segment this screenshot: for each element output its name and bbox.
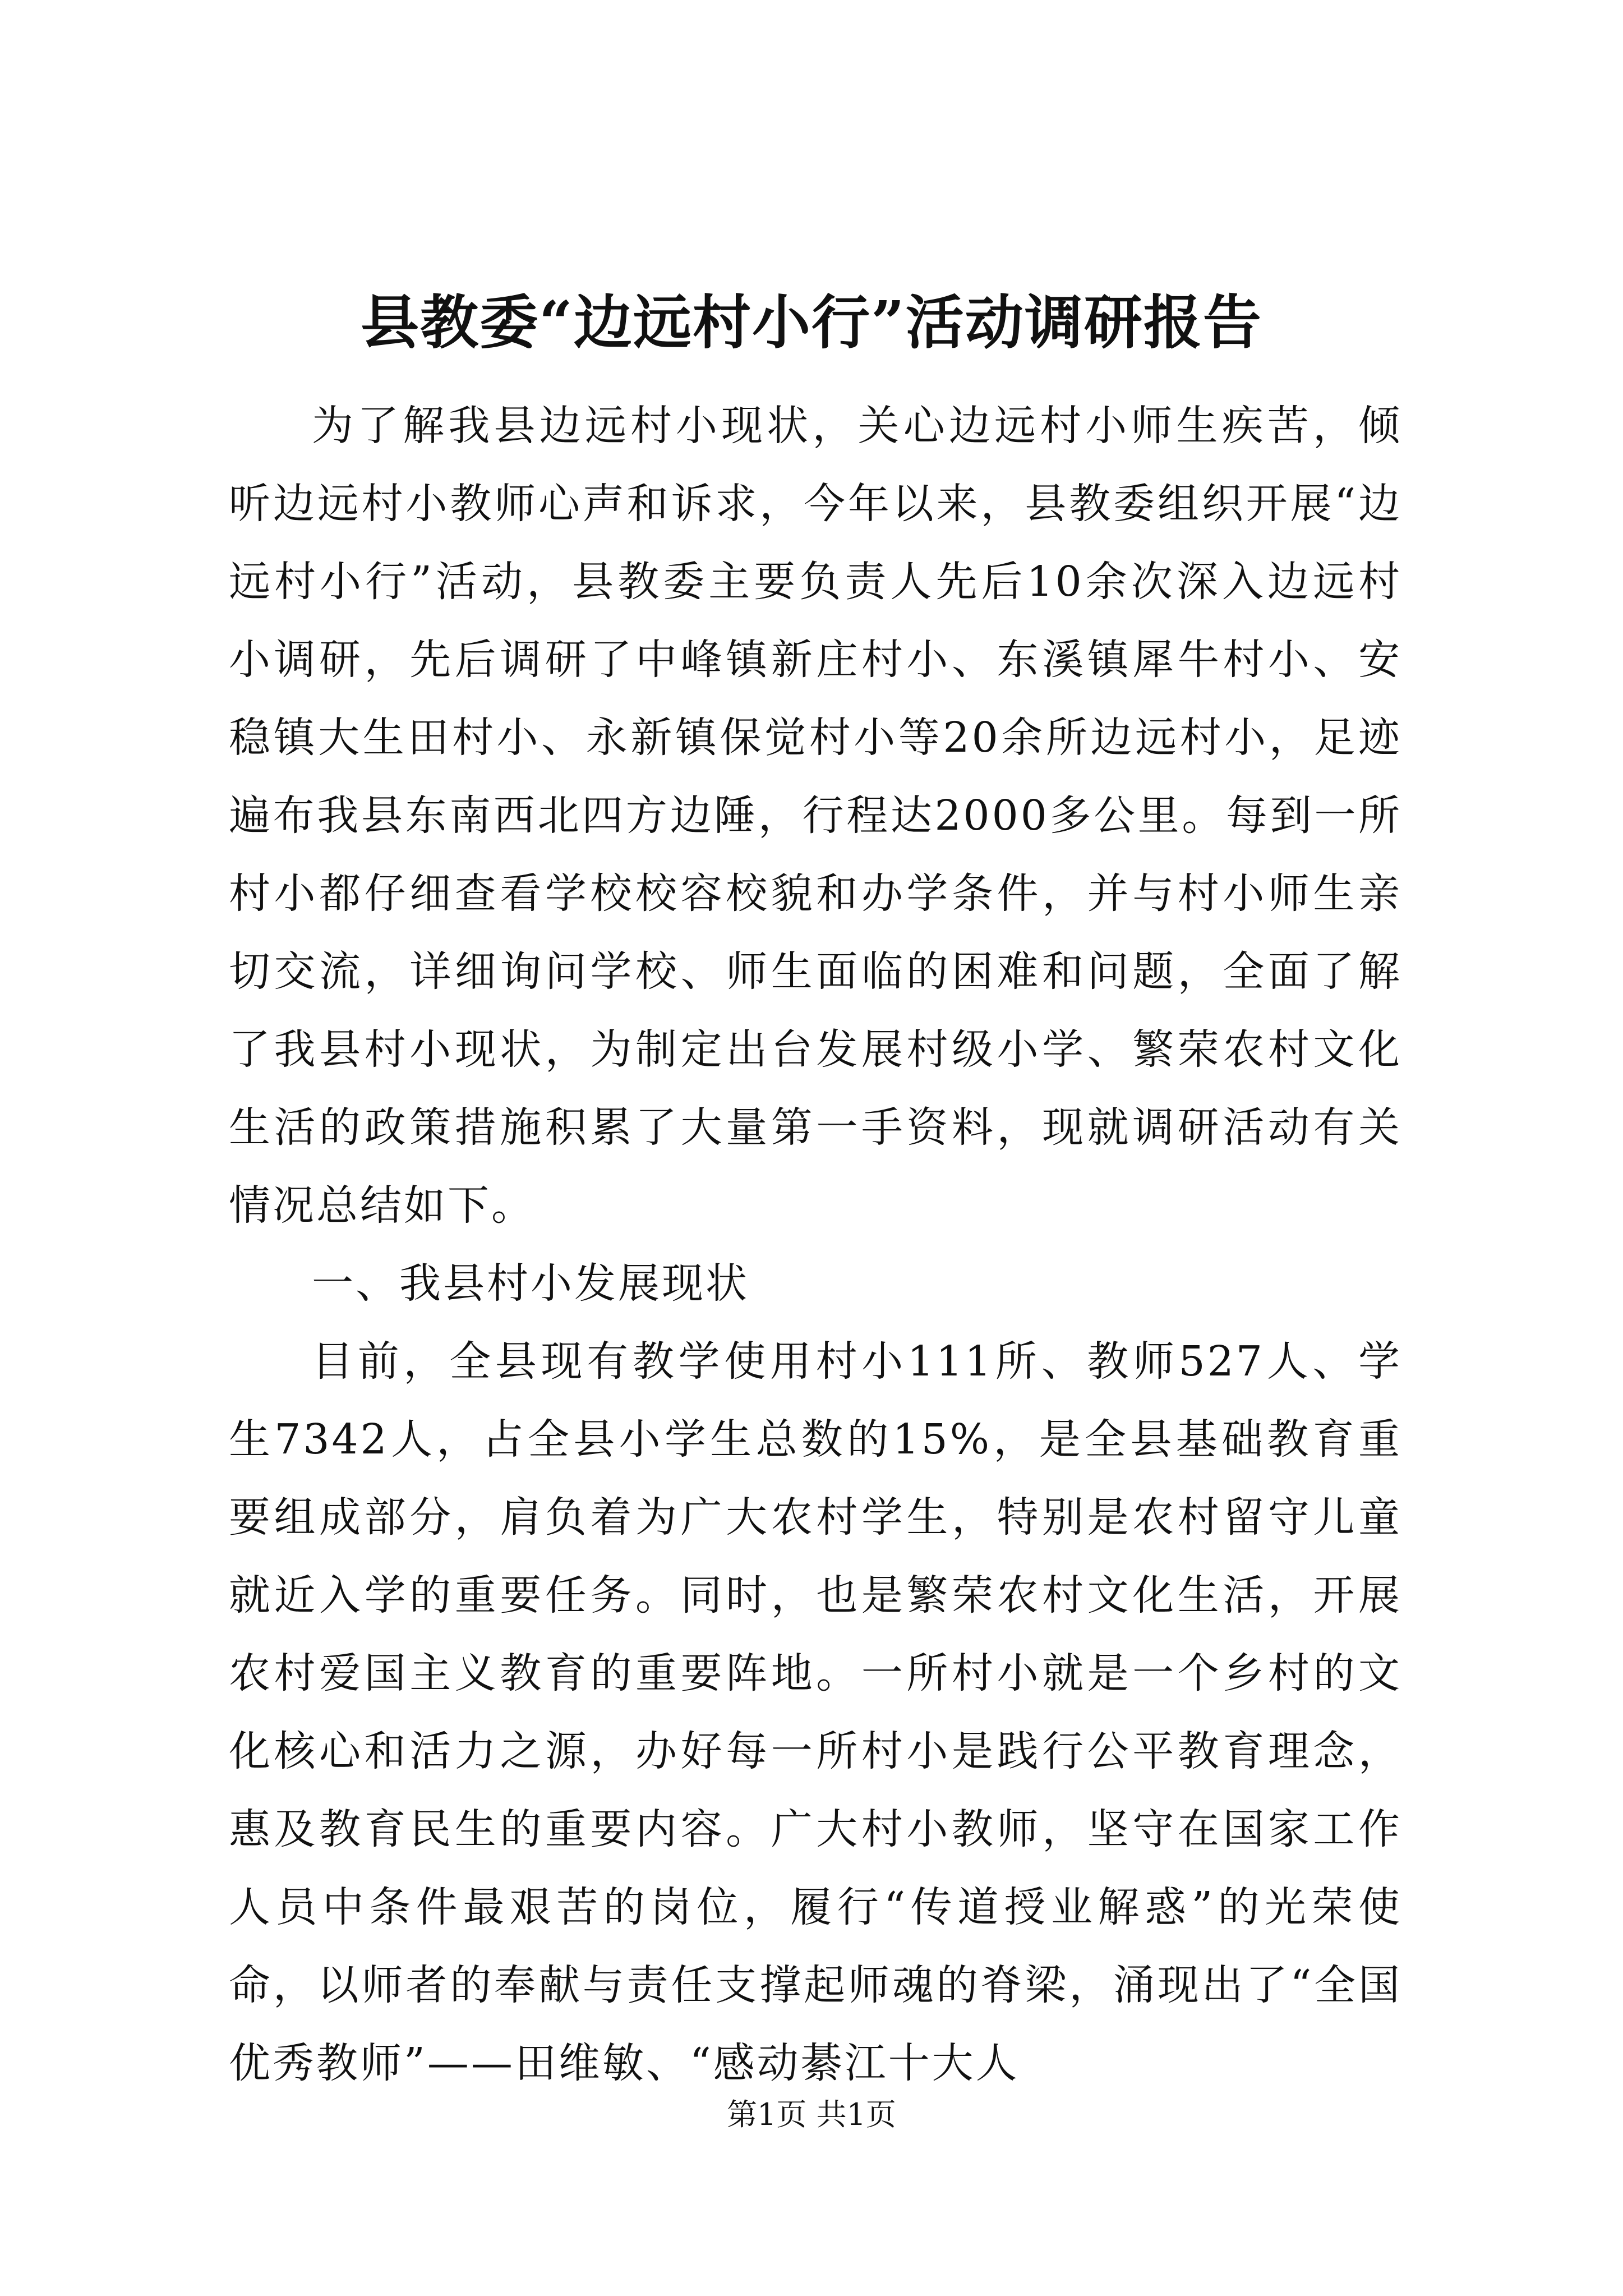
- page-footer: 第1页 共1页: [727, 2097, 896, 2132]
- paragraph-intro: 为了解我县边远村小现状，关心边远村小师生疾苦，倾听边远村小教师心声和诉求，今年以来，县教委组织开展“边远村小行”活动，县教委主要负责人先后10余次深入边远村小调研，先后调研了中峰镇新庄村小、东溪镇犀牛村小、安稳镇大生田村小、永新镇保觉村小等20余所边远村小，足迹遍布我县东南西北四方边陲，行程达2000多公里。每到一所村小都仔细查看学校校容校貌和办学条件，并与村小师生亲切交流，详细询问学校、师生面临的困难和问题，全面了解了我县村小现状，为制定出台发展村级小学、繁荣农村文化生活的政策措施积累了大量第一手资料，现就调研活动有关情况总结如下。: [229, 402, 1402, 1230]
- paragraph-status: 目前，全县现有教学使用村小111所、教师527人、学生7342人，占全县小学生总数的15%，是全县基础教育重要组成部分，肩负着为广大农村学生，特别是农村留守儿童就近入学的重要任务。同时，也是繁荣农村文化生活，开展农村爱国主义教育的重要阵地。一所村小就是一个乡村的文化核心和活力之源，办好每一所村小是践行公平教育理念，惠及教育民生的重要内容。广大村小教师，坚守在国家工作人员中条件最艰苦的岗位，履行“传道授业解惑”的光荣使命，以师者的奉献与责任支撑起师魂的脊梁，涌现出了“全国优秀教师”——田维敏、“感动綦江十大人: [229, 1337, 1402, 2087]
- document-body: [229, 387, 1402, 2102]
- document-title: 县教委“边远村小行”活动调研报告: [361, 288, 1262, 357]
- section-heading-1: 一、我县村小发展现状: [312, 1259, 749, 1308]
